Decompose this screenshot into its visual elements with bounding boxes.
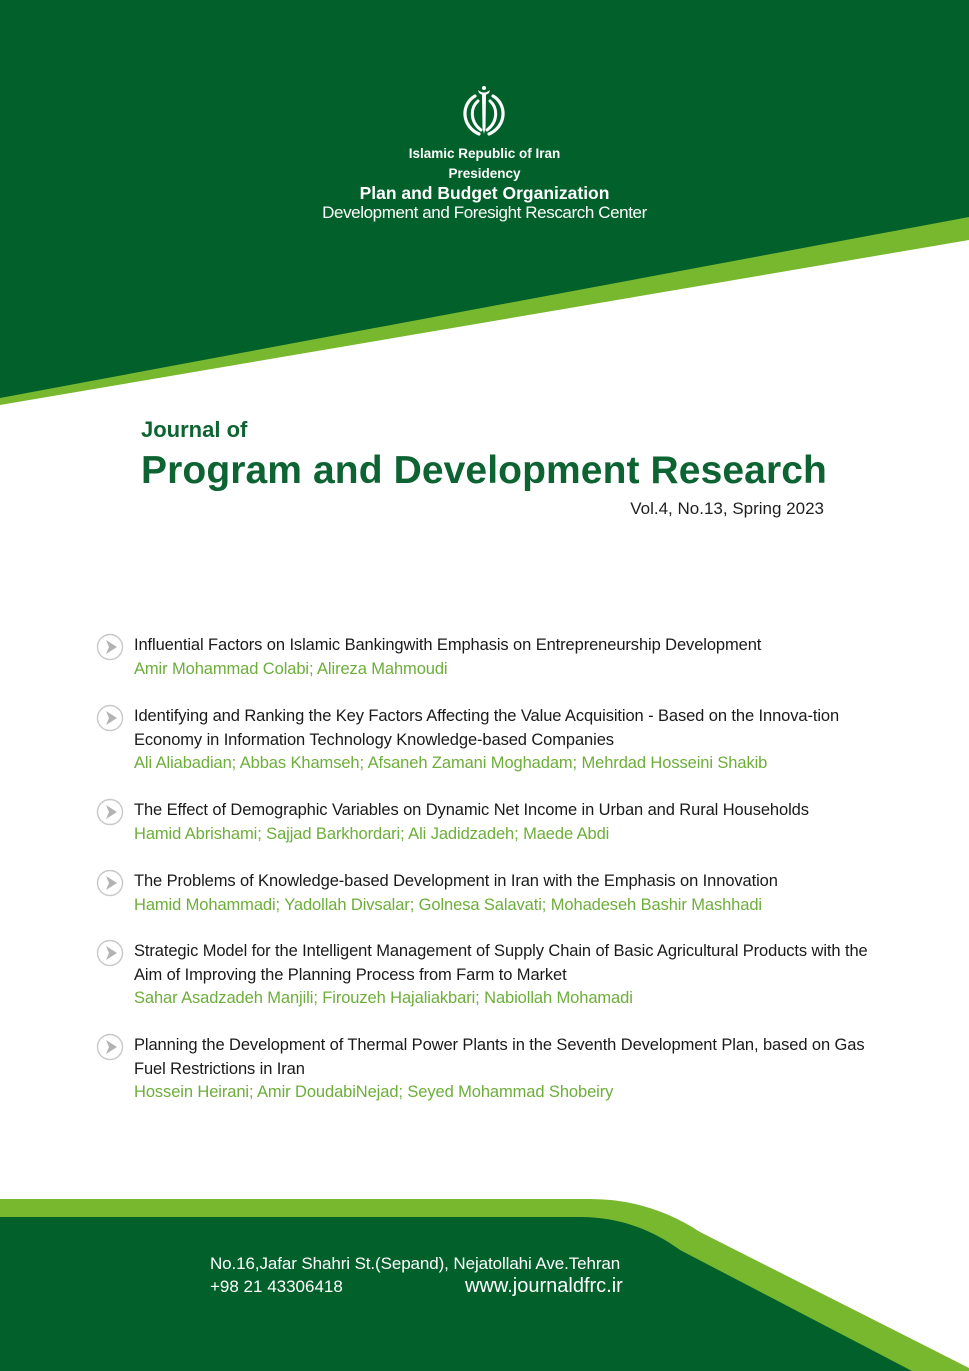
center-name: Development and Foresight Rescarch Center bbox=[322, 203, 647, 222]
article-title[interactable]: Strategic Model for the Intelligent Management of Supply Chain of Basic Agricultural Products with the Aim of Improving the Planning Process from Farm to Market bbox=[134, 942, 868, 984]
article-title[interactable]: The Problems of Knowledge-based Development in Iran with the Emphasis on Innovation bbox=[134, 872, 778, 890]
journal-prefix: Journal of bbox=[141, 417, 248, 442]
article-authors: Sahar Asadzadeh Manjili; Firouzeh Hajaliakbari; Nabiollah Mohamadi bbox=[134, 989, 633, 1007]
article-authors: Hamid Abrishami; Sajjad Barkhordari; Ali Jadidzadeh; Maede Abdi bbox=[134, 824, 610, 843]
organization-name: Plan and Budget Organization bbox=[359, 183, 610, 203]
arrow-circle-icon bbox=[96, 1033, 124, 1061]
office-name: Presidency bbox=[448, 166, 521, 181]
footer-website-link[interactable]: www.journaldfrc.ir bbox=[465, 1275, 623, 1297]
issue-info: Vol.4, No.13, Spring 2023 bbox=[630, 499, 824, 518]
country-name: Islamic Republic of Iran bbox=[408, 146, 561, 161]
article-authors: Hamid Mohammadi; Yadollah Divsalar; Golnesa Salavati; Mohadeseh Bashir Mashhadi bbox=[134, 895, 762, 914]
arrow-circle-icon bbox=[96, 633, 124, 661]
footer-phone: +98 21 43306418 bbox=[210, 1277, 343, 1296]
article-title[interactable]: Influential Factors on Islamic Bankingwith Emphasis on Entrepreneurship Development bbox=[134, 636, 762, 654]
article-title[interactable]: The Effect of Demographic Variables on Dynamic Net Income in Urban and Rural Households bbox=[134, 801, 809, 819]
arrow-circle-icon bbox=[96, 704, 124, 732]
journal-title: Program and Development Research bbox=[141, 449, 827, 492]
article-title[interactable]: Identifying and Ranking the Key Factors Affecting the Value Acquisition - Based on the Innova-tion Economy in Information Technology Knowledge-based Companies bbox=[134, 707, 840, 749]
article-title[interactable]: Planning the Development of Thermal Power Plants in the Seventh Development Plan, based on Gas Fuel Restrictions in Iran bbox=[134, 1036, 865, 1078]
arrow-circle-icon bbox=[96, 939, 124, 967]
footer-address: No.16,Jafar Shahri St.(Sepand), Nejatollahi Ave.Tehran bbox=[210, 1254, 621, 1273]
article-authors: Hossein Heirani; Amir DoudabiNejad; Seyed Mohammad Shobeiry bbox=[134, 1083, 614, 1101]
article-authors: Ali Aliabadian; Abbas Khamseh; Afsaneh Zamani Moghadam; Mehrdad Hosseini Shakib bbox=[134, 754, 768, 772]
iran-emblem-icon bbox=[457, 84, 511, 138]
arrow-circle-icon bbox=[96, 869, 124, 897]
arrow-circle-icon bbox=[96, 798, 124, 826]
article-authors: Amir Mohammad Colabi; Alireza Mahmoudi bbox=[134, 659, 448, 678]
